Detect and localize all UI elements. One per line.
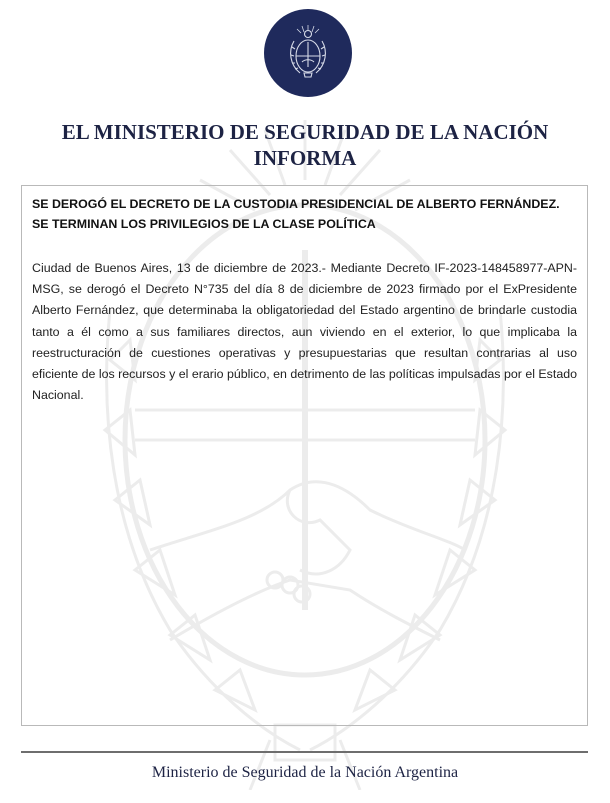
document-headline: SE DEROGÓ EL DECRETO DE LA CUSTODIA PRESIDENCIAL DE ALBERTO FERNÁNDEZ. SE TERMINAN LOS PRIVILEGIOS DE LA CLASE POLÍTICA <box>32 197 560 231</box>
document-body: Ciudad de Buenos Aires, 13 de diciembre de 2023.- Mediante Decreto IF-2023-148458977-APN-MSG, se derogó el Decreto N°735 del día 8 de diciembre de 2023 firmado por el ExPresidente Alberto Fernández, que determinaba la obligatoriedad del Estado argentino de brindarle custodia tanto a él como a sus familiares directos, aun viviendo en el exterior, lo que implicaba la reestructuración de cuestiones operativas y presupuestarias que resultan contrarias al uso eficiente de los recursos y el erario público, en detrimento de las políticas impulsadas por el Estado Nacional. <box>32 261 577 403</box>
emblem <box>264 9 352 97</box>
argentina-coat-of-arms-icon <box>264 9 352 97</box>
footer-divider <box>21 751 588 753</box>
page-title: EL MINISTERIO DE SEGURIDAD DE LA NACIÓN INFORMA <box>61 120 549 170</box>
footer-text: Ministerio de Seguridad de la Nación Argentina <box>151 764 459 781</box>
document-box <box>21 185 588 726</box>
